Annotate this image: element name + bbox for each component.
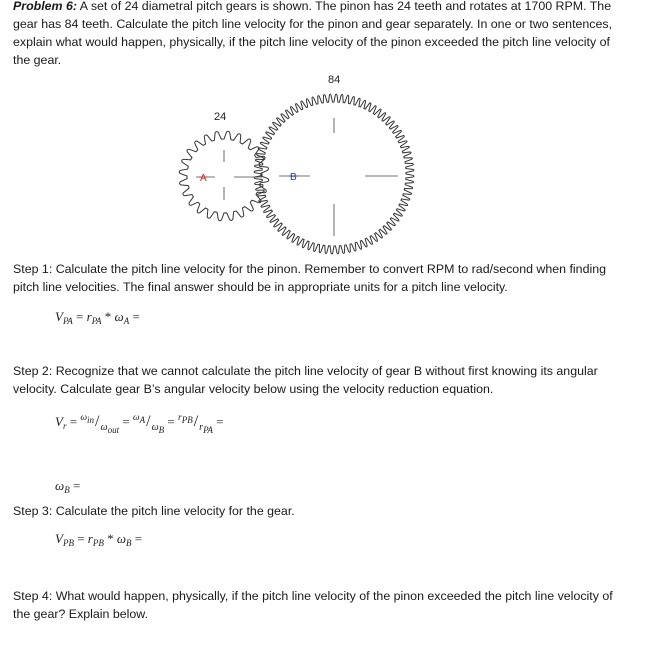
eq2-wout-symbol: ω (100, 422, 108, 433)
eq2-v-symbol: V (55, 414, 63, 429)
frac-rpb-rpa: $^{r_{PB}}/_{r_{PA}}$ (178, 413, 213, 435)
step2-text: Step 2: Recognize that we cannot calculate the pitch line velocity of gear B without first knowing its angular velocity. Calculate gear B’s angular velocity below using the velocity reduction equation. (13, 364, 598, 396)
pinion-center-label: A (200, 173, 207, 184)
pinion-teeth (179, 131, 269, 221)
driven-gear (254, 74, 414, 254)
eq4-omega-symbol: ω (116, 531, 127, 546)
eq1-v-subscript: PA (62, 316, 73, 326)
eq2-rpa-subscript: PA (203, 425, 213, 435)
eq3-omega-subscript: B (64, 485, 70, 495)
eq2-win-subscript: in (87, 415, 95, 425)
frac-win-wout: $^{\omega_{in}}/_{\omega_{out}}$ (80, 413, 120, 435)
eq1-omega-subscript: A (123, 316, 130, 326)
problem-text: A set of 24 diametral pitch gears is shown. The pinon has 24 teeth and rotates at 1700 RPM. The gear has 84 teeth. Calculate the pitch line velocity for the pinon and gear separately. In one or two sentences, explain what would happen, physically, if the pitch line velocity of the pinon exceeded the pitch line velocity of the gear. (13, 0, 613, 67)
eq2-wb-symbol: ω (151, 422, 159, 433)
eq4-v-symbol: V (55, 531, 63, 546)
eq2-wa-subscript: A (139, 415, 146, 425)
eq4-r-subscript: PB (92, 538, 104, 548)
eq2-rpb-subscript: PB (181, 415, 193, 425)
pinion-tooth-count: 24 (214, 111, 227, 123)
eq2-wout-subscript: out (107, 425, 120, 435)
gear-figure (0, 0, 651, 260)
equation-pitch-velocity-pinion: $V_{PA} = r_{PA} * \omega_A$ = (55, 309, 140, 326)
pinion-gear (179, 111, 269, 221)
eq2-wa-symbol: ω (132, 413, 140, 423)
eq1-v-symbol: V (55, 309, 63, 324)
eq1-omega-symbol: ω (114, 309, 124, 324)
eq4-v-subscript: PB (62, 538, 74, 548)
step4-text: Step 4: What would happen, physically, if the pitch line velocity of the pinon exceeded the pitch line velocity of the gear? Explain below. (13, 589, 613, 621)
gear-center-label: B (290, 172, 297, 183)
eq2-rpa-symbol: r (199, 422, 204, 433)
eq2-win-symbol: ω (80, 413, 88, 423)
eq4-r-symbol: r (87, 531, 93, 546)
eq1-r-symbol: r (86, 309, 92, 324)
step3-text: Step 3: Calculate the pitch line velocity for the gear. (13, 504, 295, 518)
eq2-rpb-symbol: r (178, 413, 182, 423)
eq1-r-subscript: PA (91, 316, 102, 326)
problem-label: Problem 6: (13, 0, 78, 13)
eq2-wb-subscript: B (158, 425, 165, 435)
eq2-v-subscript: r (62, 421, 67, 431)
equation-velocity-ratio: $V_r = ^{\omega_{in}}/_{\omega_{out}} = ^{\omega_A}/_{\omega_B} = ^{r_{PB}}/_{r_{PA}}$ = (55, 413, 224, 435)
equation-pitch-velocity-gear: $V_{PB} = r_{PB} * \omega_B$ = (55, 531, 143, 548)
eq3-omega-symbol: ω (55, 478, 65, 493)
eq4-omega-subscript: B (126, 538, 132, 548)
gear-tooth-count: 84 (328, 74, 341, 86)
equation-omega-b: $\omega_B$ = (55, 478, 81, 495)
step1-text: Step 1: Calculate the pitch line velocity for the pinon. Remember to convert RPM to rad/second when finding pitch line velocities. The final answer should be in appropriate units for a pitch line velocity. (13, 262, 607, 294)
frac-wa-wb: $^{\omega_A}/_{\omega_B}$ (132, 413, 165, 435)
